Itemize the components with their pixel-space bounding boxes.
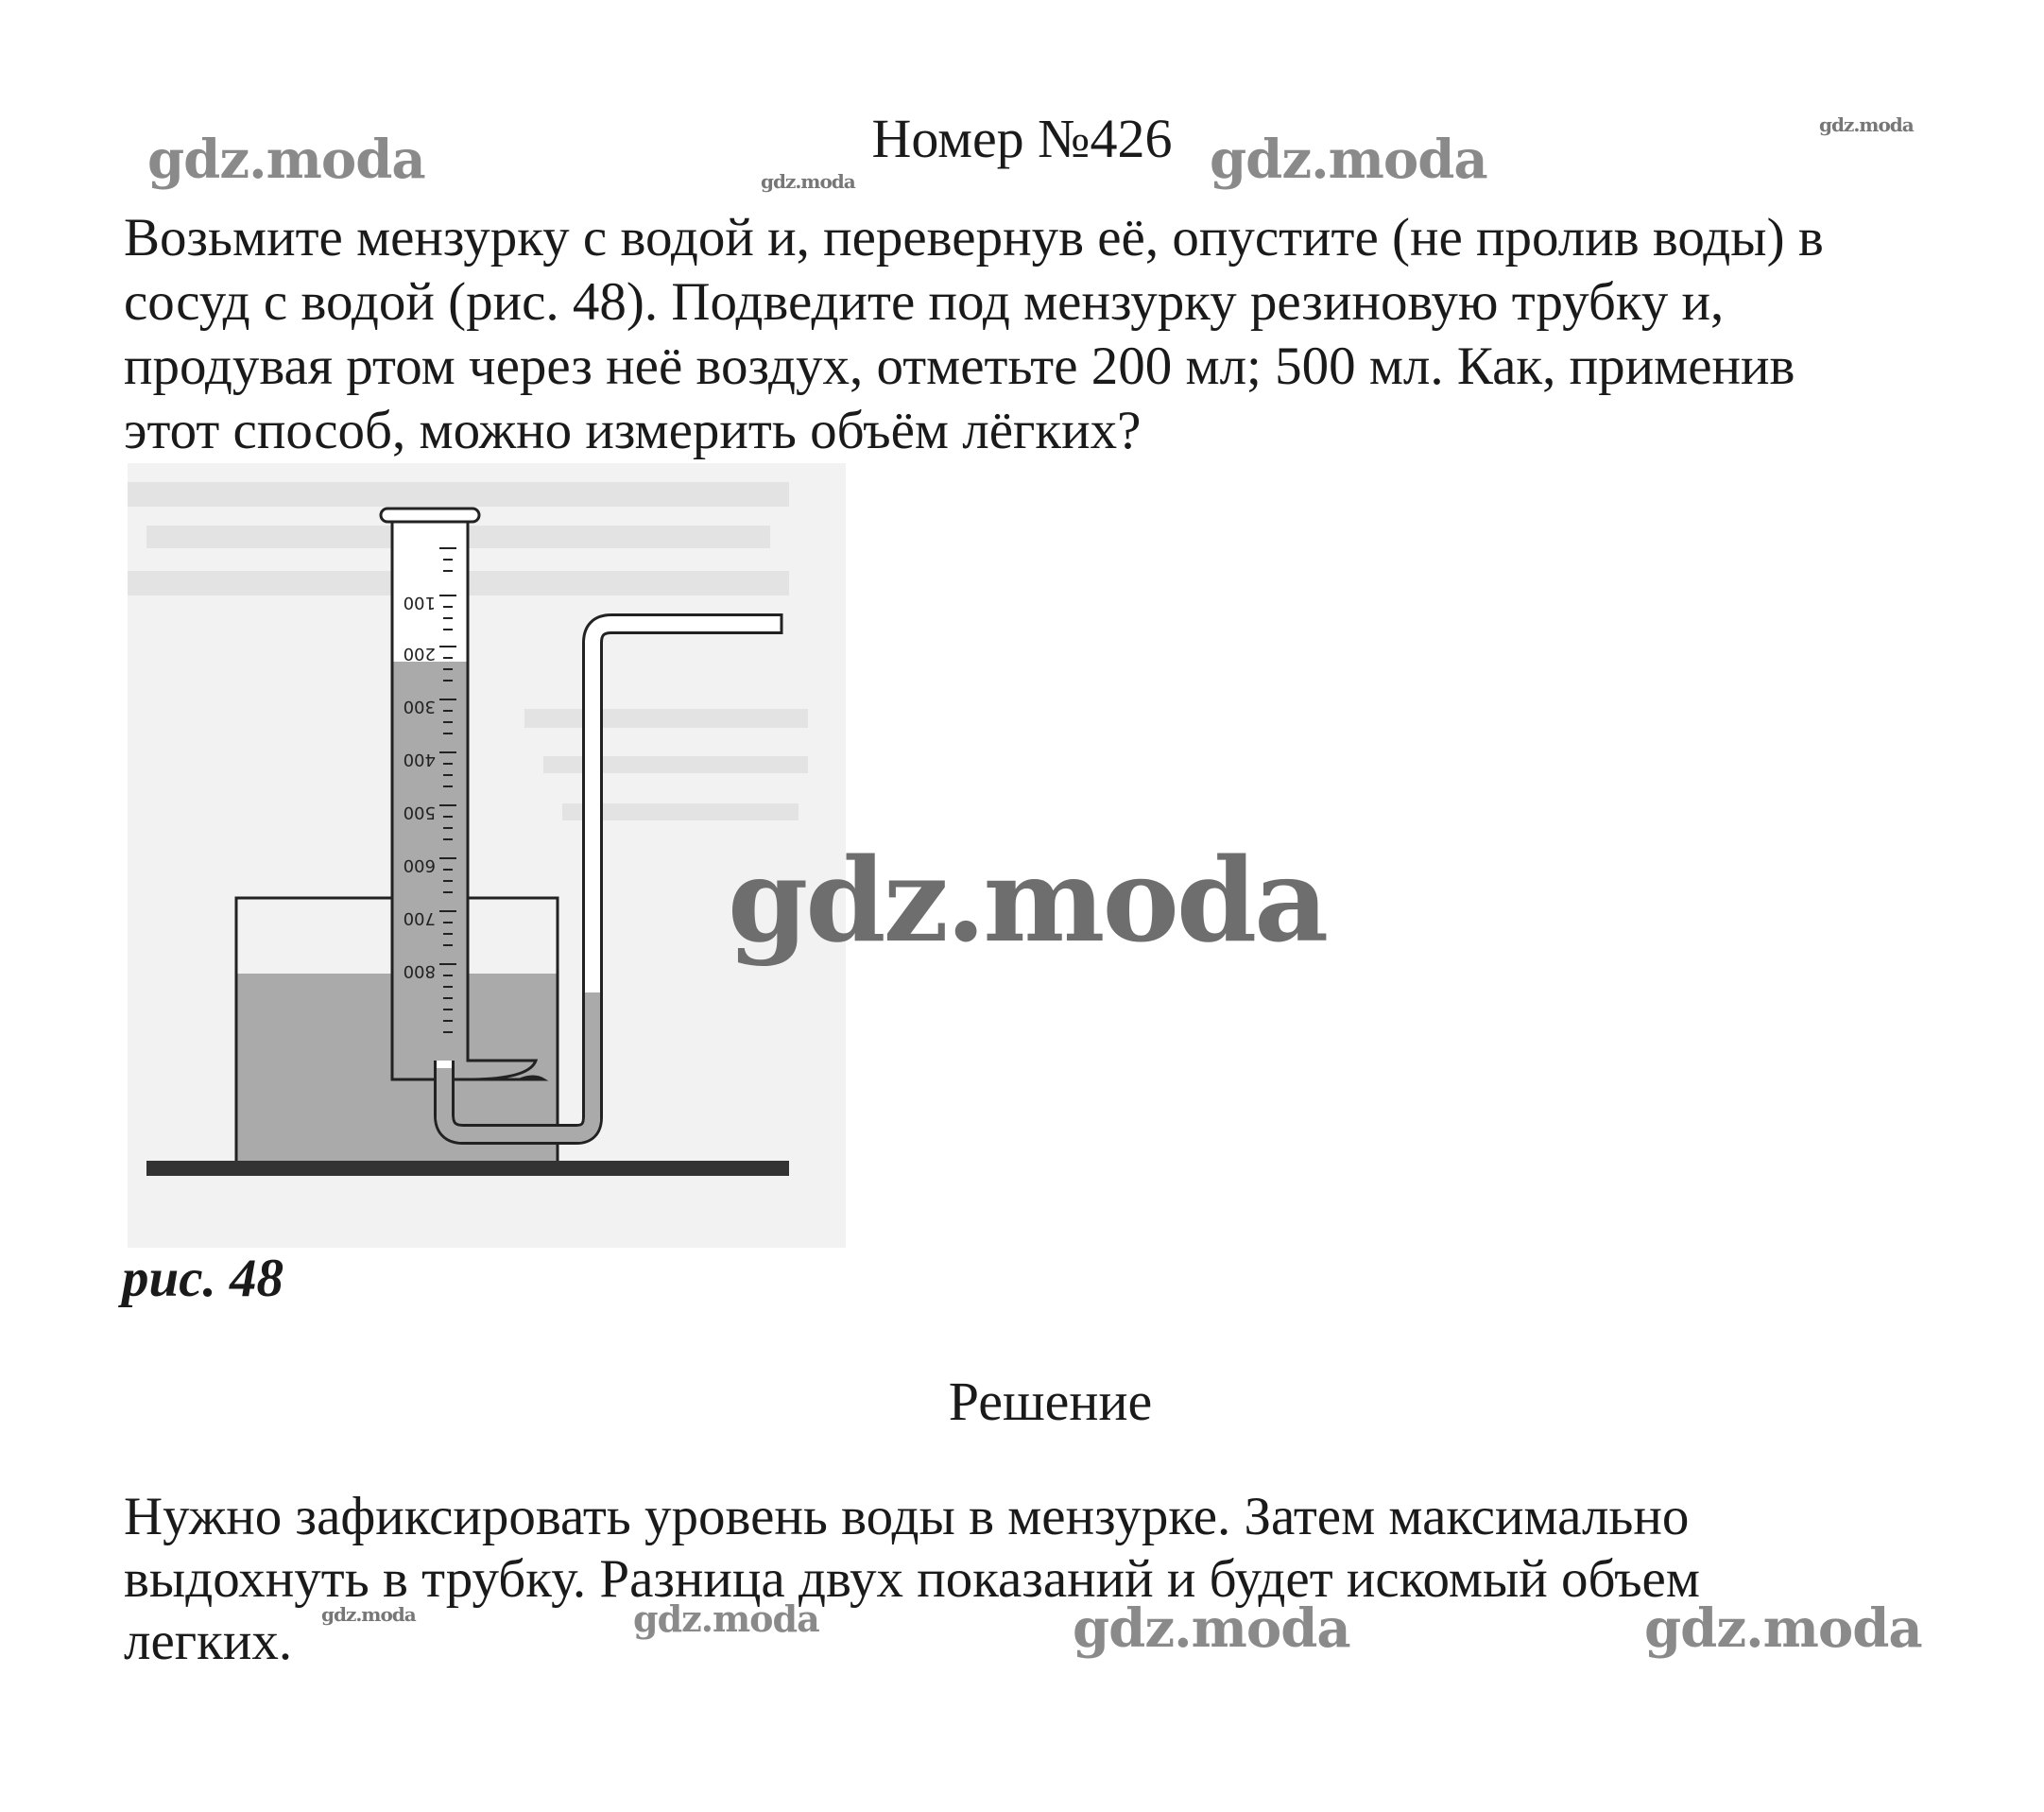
watermark: gdz.moda <box>761 170 855 193</box>
scale-label: 700 <box>403 908 436 928</box>
scale-label: 400 <box>403 750 436 769</box>
beaker-illustration <box>128 463 846 1248</box>
scale-label: 300 <box>403 697 436 716</box>
watermark: gdz.moda <box>633 1597 819 1640</box>
solution-text: Нужно зафиксировать уровень воды в мензурке. Затем максимально выдохнуть в трубку. Разница двух показаний и будет искомый объем легких. <box>124 1487 1700 1671</box>
watermark: gdz.moda <box>728 832 1327 968</box>
page-title: Номер №426 <box>871 108 1173 169</box>
scale-label: 100 <box>403 593 436 613</box>
scale-label: 500 <box>403 802 436 822</box>
cylinder-rim <box>381 509 479 522</box>
watermark: gdz.moda <box>1073 1597 1350 1660</box>
scale-label: 800 <box>403 961 436 981</box>
scale-label: 600 <box>403 855 436 875</box>
table-surface <box>146 1161 789 1176</box>
watermark: gdz.moda <box>1210 129 1487 191</box>
watermark: gdz.moda <box>147 129 425 191</box>
figure-caption: рис. 48 <box>122 1249 283 1308</box>
watermark: gdz.moda <box>1644 1597 1922 1660</box>
watermark: gdz.moda <box>1819 113 1914 136</box>
solution-heading: Решение <box>948 1371 1153 1432</box>
figure-48 <box>128 463 846 1248</box>
scale-label: 200 <box>403 644 436 664</box>
problem-text: Возьмите мензурку с водой и, перевернув её, опустите (не пролив воды) в сосуд с водой (рис. 48). Подведите под мензурку резиновую трубку и, продувая ртом через неё воздух, отметьте 200 мл; 500 мл. Как, применив этот способ, можно измерить объём лёгких? <box>124 208 1824 460</box>
cylinder-air <box>392 520 468 662</box>
watermark: gdz.moda <box>321 1603 416 1626</box>
